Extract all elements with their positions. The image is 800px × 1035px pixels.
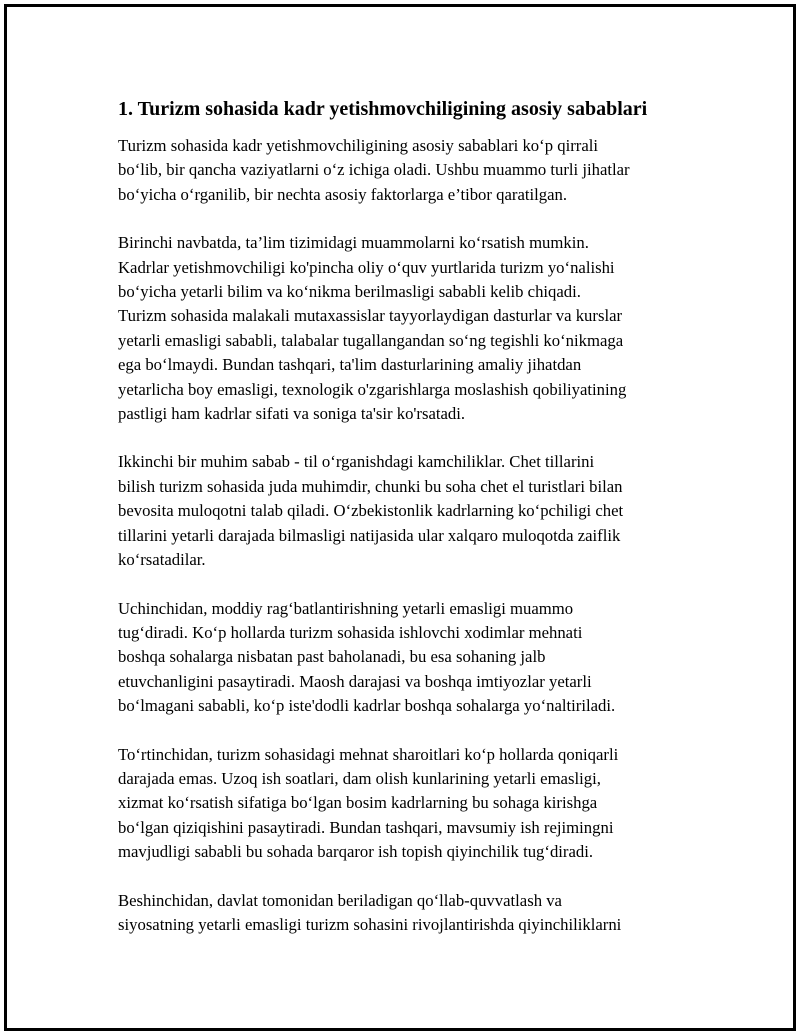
text-line: boshqa sohalarga nisbatan past baholanadi, bu esa sohaning jalb xyxy=(118,647,546,667)
paragraph-3 xyxy=(118,450,696,572)
text-line: bo‘lgan qiziqishini pasaytiradi. Bundan tashqari, mavsumiy ish rejimingni xyxy=(118,817,614,837)
section-heading: 1. Turizm sohasida kadr yetishmovchiligining asosiy sabablari xyxy=(118,98,648,120)
paragraph-2 xyxy=(118,231,696,426)
text-line: bo‘lib, bir qancha vaziyatlarni o‘z ichiga oladi. Ushbu muammo turli jihatlar xyxy=(118,160,630,180)
text-line: bo‘yicha o‘rganilib, bir nechta asosiy faktorlarga e’tibor qaratilgan. xyxy=(118,184,568,204)
text-line: Ikkinchi bir muhim sabab - til o‘rganishdagi kamchiliklar. Chet tillarini xyxy=(118,452,595,472)
paragraph-5 xyxy=(118,743,696,865)
text-line: Beshinchidan, davlat tomonidan beriladigan qo‘llab-quvvatlash va xyxy=(118,890,562,910)
text-line: bevosita muloqotni talab qiladi. O‘zbekistonlik kadrlarning ko‘pchiligi chet xyxy=(118,501,624,521)
paragraph-1 xyxy=(118,134,696,207)
text-line: Uchinchidan, moddiy rag‘batlantirishning yetarli emasligi muammo xyxy=(118,598,574,618)
text-line: bo‘yicha yetarli bilim va ko‘nikma berilmasligi sababli kelib chiqadi. xyxy=(118,282,581,302)
text-line: Kadrlar yetishmovchiligi ko'pincha oliy o‘quv yurtlarida turizm yo‘nalishi xyxy=(118,257,615,277)
text-line: ega bo‘lmaydi. Bundan tashqari, ta'lim dasturlarining amaliy jihatdan xyxy=(118,355,582,375)
text-line: bilish turizm sohasida juda muhimdir, chunki bu soha chet el turistlari bilan xyxy=(118,476,623,496)
text-line: pastligi ham kadrlar sifati va soniga ta'sir ko'rsatadi. xyxy=(118,404,466,424)
text-line: To‘rtinchidan, turizm sohasidagi mehnat sharoitlari ko‘p hollarda qoniqarli xyxy=(118,744,619,764)
text-line: bo‘lmagani sababli, ko‘p iste'dodli kadrlar boshqa sohalarga yo‘naltiriladi. xyxy=(118,696,616,716)
document-body xyxy=(118,96,696,961)
text-line: Turizm sohasida malakali mutaxassislar tayyorlaydigan dasturlar va kurslar xyxy=(118,306,623,326)
text-line: etuvchanligini pasaytiradi. Maosh darajasi va boshqa imtiyozlar yetarli xyxy=(118,671,592,691)
text-line: tillarini yetarli darajada bilmasligi natijasida ular xalqaro muloqotda zaiflik xyxy=(118,525,621,545)
text-line: Birinchi navbatda, ta’lim tizimidagi muammolarni ko‘rsatish mumkin. xyxy=(118,233,589,253)
paragraph-6 xyxy=(118,889,696,938)
text-line: yetarlicha boy emasligi, texnologik o'zgarishlarga moslashish qobiliyatining xyxy=(118,379,627,399)
text-line: darajada emas. Uzoq ish soatlari, dam olish kunlarining yetarli emasligi, xyxy=(118,768,601,788)
document-page xyxy=(4,4,796,1031)
text-line: tug‘diradi. Ko‘p hollarda turizm sohasida ishlovchi xodimlar mehnati xyxy=(118,622,583,642)
text-line: yetarli emasligi sababli, talabalar tugallangandan so‘ng tegishli ko‘nikmaga xyxy=(118,330,624,350)
paragraph-4 xyxy=(118,597,696,719)
text-line: Turizm sohasida kadr yetishmovchiligining asosiy sabablari ko‘p qirrali xyxy=(118,136,599,155)
text-line: mavjudligi sababli bu sohada barqaror ish topish qiyinchilik tug‘diradi. xyxy=(118,842,594,862)
text-line: siyosatning yetarli emasligi turizm sohasini rivojlantirishda qiyinchiliklarni xyxy=(118,914,622,934)
text-line: xizmat ko‘rsatish sifatiga bo‘lgan bosim kadrlarning bu sohaga kirishga xyxy=(118,793,598,813)
text-line: ko‘rsatadilar. xyxy=(118,550,206,570)
